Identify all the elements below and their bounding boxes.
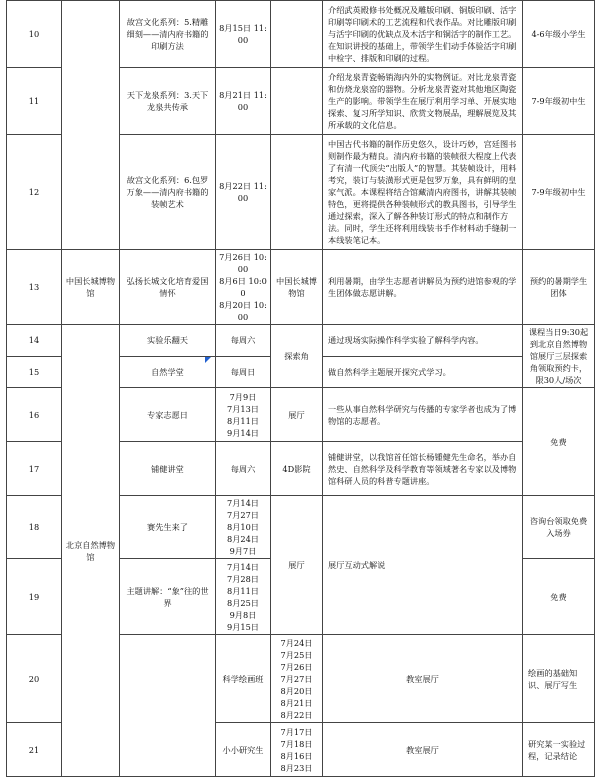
activity-time: 8月22日 11:00 xyxy=(216,135,271,250)
audience-cell: 咨询台领取免费入场券 xyxy=(523,496,595,559)
activity-description: 铺健讲堂，以我馆首任馆长杨锺健先生命名，举办自然史、自然科学及科学教育等领域著名专家以及博物馆科研人员的科普专题讲座。 xyxy=(323,442,523,496)
activity-description: 介绍武英殿修书处概况及雕版印刷、铜版印刷、活字印刷等印刷术的工艺流程和代表作品。对比雕版印刷与活字印刷的优缺点及木活字和铜活字的制作工艺。在知识讲授的基础上，带领学生们动手体验活字印刷中检字、排版和印刷的过程。 xyxy=(323,1,523,68)
row-number: 10 xyxy=(7,1,62,68)
table-row xyxy=(7,250,595,325)
activity-time: 每周日 xyxy=(216,356,271,388)
activity-time: 8月21日 11:00 xyxy=(216,68,271,135)
activity-name: 天下龙泉系列：3.天下龙泉共传承 xyxy=(120,68,216,135)
activity-name: 赛先生来了 xyxy=(120,496,216,559)
activity-time: 7月24日 7月25日 7月26日 7月27日 8月20日 8月21日 8月22日 xyxy=(271,635,323,723)
row-number: 13 xyxy=(7,250,62,325)
museum-spacer xyxy=(120,635,216,777)
activity-place: 中国长城博物馆 xyxy=(271,250,323,325)
activity-description: 通过现场实际操作科学实验了解科学内容。 xyxy=(323,325,523,357)
audience-cell: 预约的暑期学生团体 xyxy=(523,250,595,325)
row-number: 17 xyxy=(7,442,62,496)
activity-place: 展厅 xyxy=(271,388,323,442)
museum-cell: 北京自然博物馆 xyxy=(62,325,120,777)
audience-cell: 免费 xyxy=(523,388,595,496)
activity-place xyxy=(271,1,323,68)
activity-description: 研究某一实验过程，记录结论 xyxy=(523,723,595,777)
activity-place: 探索角 xyxy=(271,325,323,388)
activity-time: 每周六 xyxy=(216,325,271,357)
row-number: 12 xyxy=(7,135,62,250)
activity-name: 故宫文化系列：5.精雕细刻——清内府书籍的印刷方法 xyxy=(120,1,216,68)
activity-name: 实验乐翻天 xyxy=(120,325,216,357)
activity-description: 介绍龙泉青瓷畅销海内外的实物例证。对比龙泉青瓷和仿烧龙泉窑的器物。分析龙泉青瓷对其他地区陶瓷生产的影响。带领学生在展厅利用学习单、开展实地探索、复习所学知识、欣赏文物展品，理解展览及其所承载的文化信息。 xyxy=(323,68,523,135)
activity-time: 7月14日 7月27日 8月10日 8月24日 9月7日 xyxy=(216,496,271,559)
activity-place: 教室展厅 xyxy=(323,635,523,723)
activity-name: 科学绘画班 xyxy=(216,635,271,723)
row-number: 15 xyxy=(7,356,62,388)
activity-name: 弘扬长城文化培育爱国情怀 xyxy=(120,250,216,325)
activity-time: 7月9日 7月13日 8月11日 9月14日 xyxy=(216,388,271,442)
activity-place: 教室展厅 xyxy=(323,723,523,777)
table-row xyxy=(7,325,595,357)
activity-name: 故宫文化系列：6.包罗万象——清内府书籍的装帧艺术 xyxy=(120,135,216,250)
audience-cell: 7-9年级初中生 xyxy=(523,135,595,250)
activity-description: 绘画的基础知识、展厅写生 xyxy=(523,635,595,723)
activity-name: 小小研究生 xyxy=(216,723,271,777)
activity-name: 铺健讲堂 xyxy=(120,442,216,496)
row-number: 16 xyxy=(7,388,62,442)
row-number: 11 xyxy=(7,68,62,135)
activity-description: 做自然科学主题展开探究式学习。 xyxy=(323,356,523,388)
row-number: 19 xyxy=(7,559,62,635)
activity-time: 8月15日 11:00 xyxy=(216,1,271,68)
museum-cell: 中国长城博物馆 xyxy=(62,250,120,325)
activity-place: 展厅 xyxy=(271,496,323,635)
activity-name: 自然学堂 xyxy=(120,356,216,388)
activity-description: 中国古代书籍的制作历史悠久，设计巧妙，宫廷图书则制作最为精良。清内府书籍的装帧很大程度上代表了有清一代顶尖“出版人”的智慧。其装帧设计，用料考究，装订与装潢形式更是包罗万象，具有鲜明的皇家气派。本课程将结合馆藏清内府图书，讲解其装帧特色，更将提供各种装帧形式的教具图书，引导学生通过探索，深入了解各种装订形式的特点和制作方法。同时，学生还将利用线装书手作材料动手缝制一本线装笔记本。 xyxy=(323,135,523,250)
activity-description: 一些从事自然科学研究与传播的专家学者也成为了博物馆的志愿者。 xyxy=(323,388,523,442)
activity-time: 7月17日 7月18日 8月16日 8月23日 xyxy=(271,723,323,777)
activity-time: 每周六 xyxy=(216,442,271,496)
activity-name: 主题讲解：“象”往的世界 xyxy=(120,559,216,635)
row-number: 21 xyxy=(7,723,62,777)
audience-cell: 课程当日9:30起到北京自然博物馆展厅三层探索角领取预约卡，限30人/场次 xyxy=(523,325,595,388)
audience-cell: 7-9年级初中生 xyxy=(523,68,595,135)
row-number: 14 xyxy=(7,325,62,357)
audience-cell: 免费 xyxy=(523,559,595,635)
activity-table xyxy=(6,0,595,777)
activity-place: 4D影院 xyxy=(271,442,323,496)
row-number: 18 xyxy=(7,496,62,559)
row-number: 20 xyxy=(7,635,62,723)
table-row xyxy=(7,1,595,68)
activity-name: 专家志愿日 xyxy=(120,388,216,442)
activity-place xyxy=(271,135,323,250)
activity-description: 展厅互动式解说 xyxy=(323,496,523,635)
audience-cell: 4-6年级小学生 xyxy=(523,1,595,68)
activity-time: 7月26日 10:00 8月6日 10:00 8月20日 10:00 xyxy=(216,250,271,325)
activity-place xyxy=(271,68,323,135)
activity-description: 利用暑期，由学生志愿者讲解员为预约进馆参观的学生团体做志愿讲解。 xyxy=(323,250,523,325)
activity-time: 7月14日 7月28日 8月11日 8月25日 9月8日 9月15日 xyxy=(216,559,271,635)
museum-cell xyxy=(62,1,120,250)
